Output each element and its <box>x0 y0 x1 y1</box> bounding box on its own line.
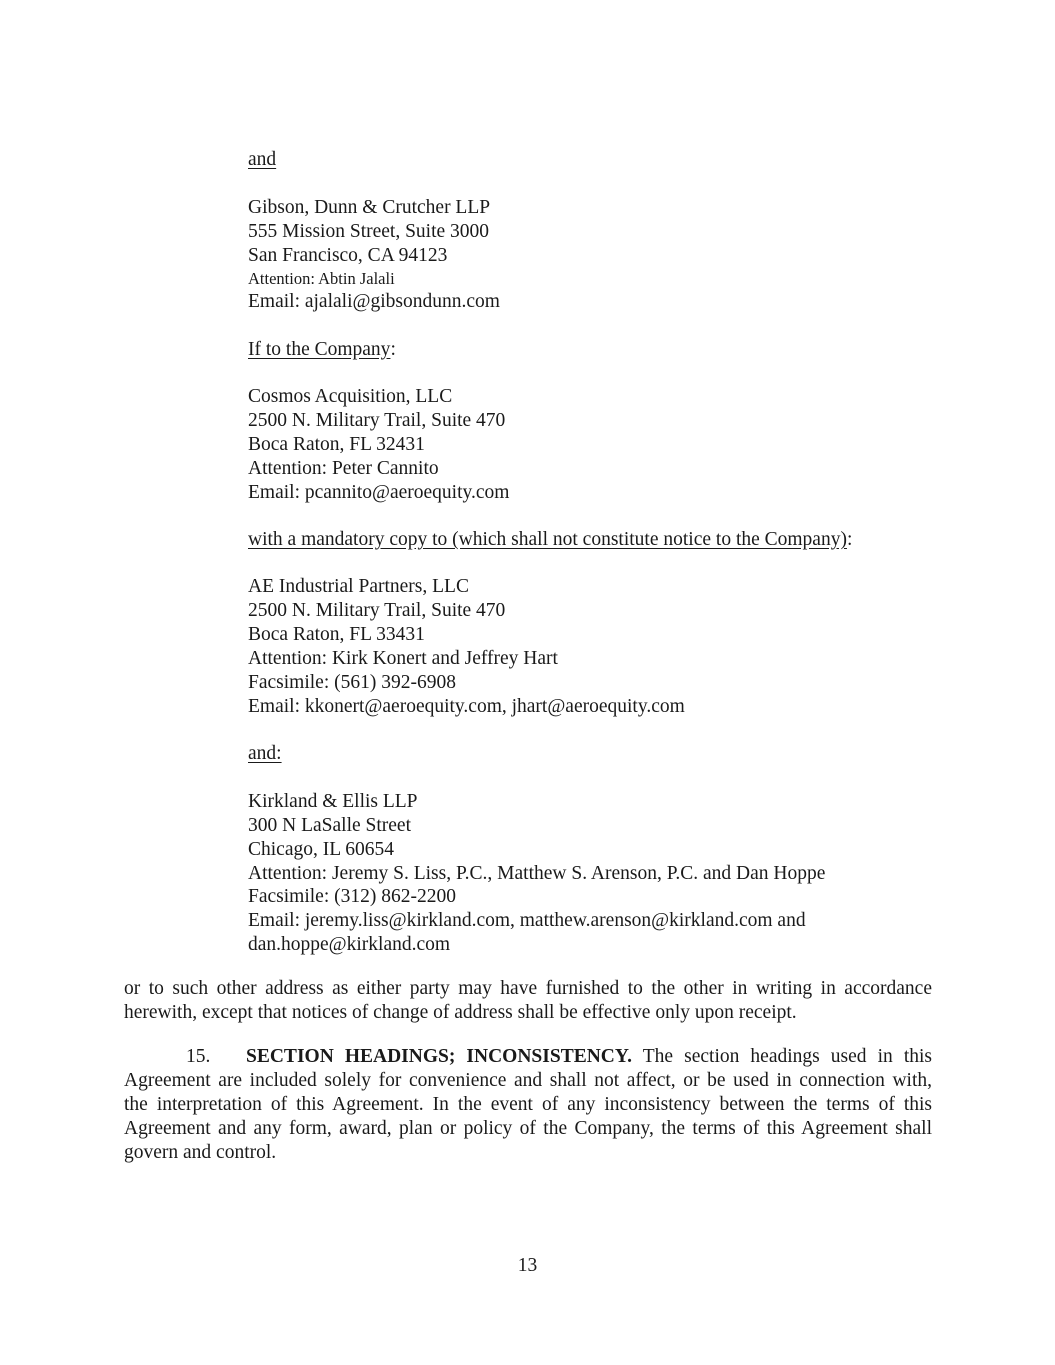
section-15-paragraph <box>124 1045 932 1165</box>
if-to-company-label: If to the Company <box>248 339 391 360</box>
paragraph-line: Agreement and any form, award, plan or policy of the Company, the terms of this Agreement shall <box>124 1118 932 1139</box>
email-line: Email: pcannito@aeroequity.com <box>248 482 510 503</box>
paragraph-line: or to such other address as either party may have furnished to the other in writing in accordance <box>124 978 932 999</box>
paragraph-line: herewith, except that notices of change of address shall be effective only upon receipt. <box>124 1002 797 1023</box>
and-connector: and <box>248 149 277 170</box>
mandatory-copy-label: with a mandatory copy to (which shall not constitute notice to the Company) <box>248 529 847 550</box>
company-name: AE Industrial Partners, LLC <box>248 576 469 597</box>
section-first-line <box>124 1045 932 1069</box>
attention-line: Attention: Kirk Konert and Jeffrey Hart <box>248 648 558 669</box>
attention-line: Attention: Jeremy S. Liss, P.C., Matthew S. Arenson, P.C. and Dan Hoppe <box>248 863 826 884</box>
section-heading: SECTION HEADINGS; INCONSISTENCY. <box>246 1046 633 1067</box>
colon: : <box>846 529 853 550</box>
closing-paragraph <box>124 977 932 1025</box>
paragraph-line: Agreement are included solely for convenience and shall not affect, or be used in connection with, <box>124 1070 932 1091</box>
email-line: Email: jeremy.liss@kirkland.com, matthew.arenson@kirkland.com and <box>248 910 806 931</box>
city-state-zip: Chicago, IL 60654 <box>248 839 395 860</box>
street-address: 555 Mission Street, Suite 3000 <box>248 221 490 242</box>
city-state-zip: San Francisco, CA 94123 <box>248 245 448 266</box>
street-address: 2500 N. Military Trail, Suite 470 <box>248 410 506 431</box>
email-line: Email: kkonert@aeroequity.com, jhart@aeroequity.com <box>248 696 685 717</box>
company-name: Cosmos Acquisition, LLC <box>248 386 453 407</box>
email-line: Email: ajalali@gibsondunn.com <box>248 291 500 312</box>
if-to-company-heading <box>248 338 396 362</box>
facsimile-line: Facsimile: (561) 392-6908 <box>248 672 456 693</box>
and-connector: and: <box>248 743 282 764</box>
firm-name: Kirkland & Ellis LLP <box>248 791 418 812</box>
section-text: The section headings used in this <box>632 1046 932 1067</box>
colon: : <box>390 339 396 360</box>
city-state-zip: Boca Raton, FL 32431 <box>248 434 425 455</box>
facsimile-line: Facsimile: (312) 862-2200 <box>248 886 456 907</box>
page-number: 13 <box>517 1255 538 1276</box>
city-state-zip: Boca Raton, FL 33431 <box>248 624 425 645</box>
email-line-continued: dan.hoppe@kirkland.com <box>248 934 451 955</box>
paragraph-line: govern and control. <box>124 1142 277 1163</box>
paragraph-line: the interpretation of this Agreement. In the event of any inconsistency between the terms of this <box>124 1094 932 1115</box>
street-address: 300 N LaSalle Street <box>248 815 411 836</box>
attention-line: Attention: Peter Cannito <box>248 458 439 479</box>
firm-name: Gibson, Dunn & Crutcher LLP <box>248 197 491 218</box>
mandatory-copy-heading <box>248 528 852 552</box>
attention-line: Attention: Abtin Jalali <box>248 269 395 288</box>
section-number: 15. <box>186 1046 211 1067</box>
street-address: 2500 N. Military Trail, Suite 470 <box>248 600 506 621</box>
